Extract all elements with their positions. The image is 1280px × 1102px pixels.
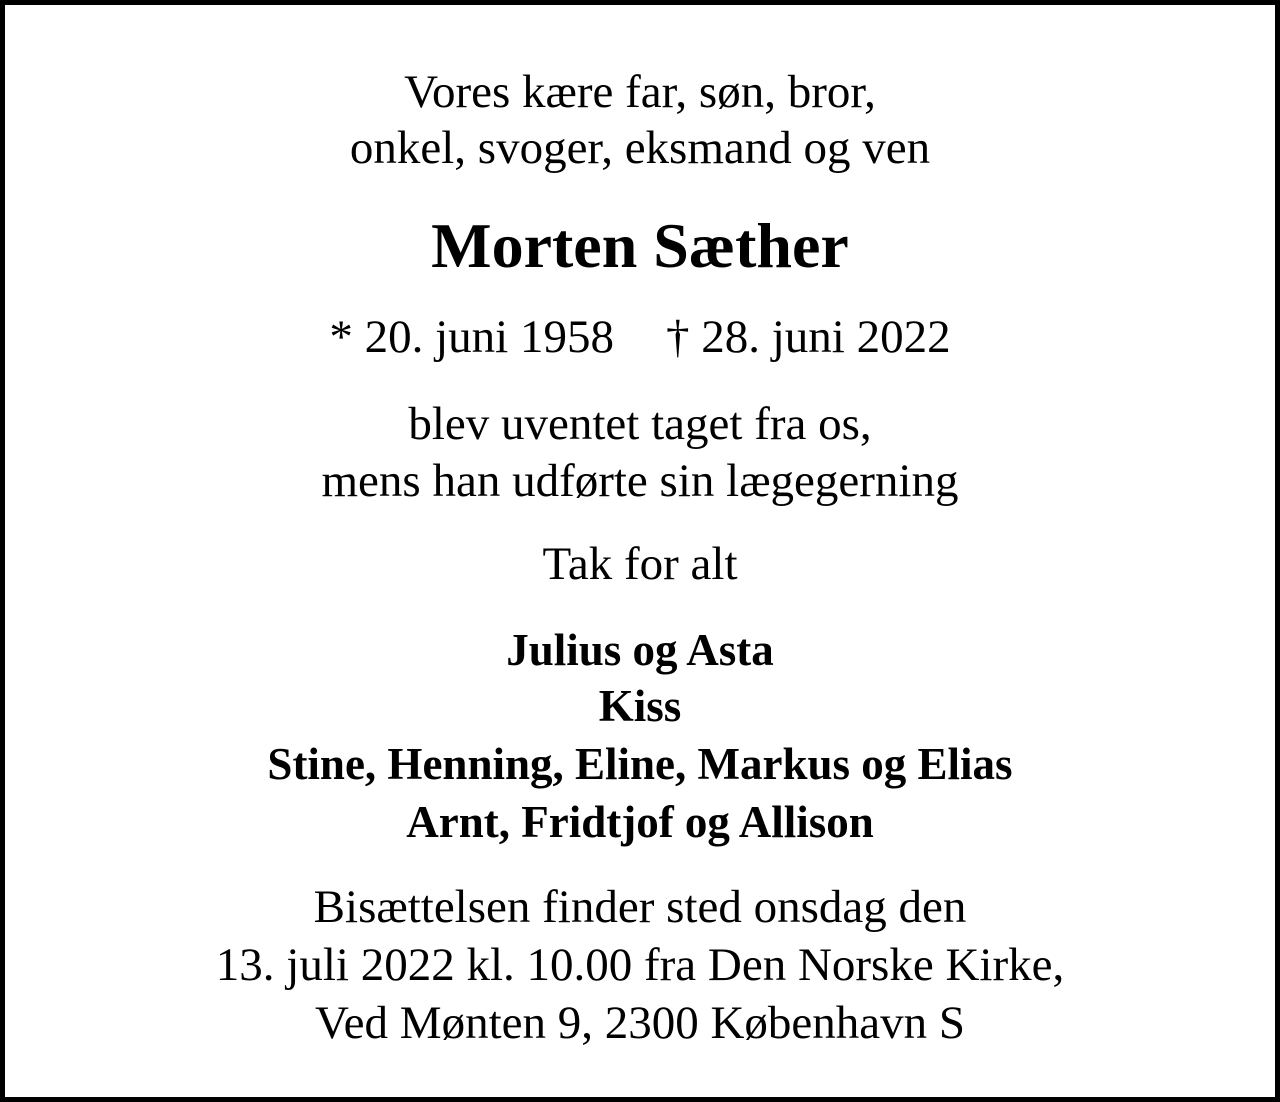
life-dates — [5, 311, 1275, 363]
message-line-1: blev uventet taget fra os, — [408, 398, 872, 450]
deceased-name: Morten Sæther — [431, 210, 849, 281]
intro-line-2: onkel, svoger, eksmand og ven — [349, 122, 931, 174]
thanks-text: Tak for alt — [542, 538, 738, 590]
family-line: Julius og Asta — [506, 625, 774, 675]
family-line: Stine, Henning, Eline, Markus og Elias — [267, 739, 1013, 789]
ceremony-line-3: Ved Mønten 9, 2300 København S — [314, 997, 966, 1049]
ceremony-line-1: Bisættelsen finder sted onsdag den — [313, 881, 967, 933]
ceremony-line-2: 13. juli 2022 kl. 10.00 fra Den Norske Kirke, — [215, 939, 1065, 991]
family-line: Arnt, Fridtjof og Allison — [406, 797, 874, 847]
message-line-2: mens han udførte sin lægegerning — [321, 455, 959, 507]
death-date: 28. juni 2022 — [701, 311, 951, 363]
death-symbol: † — [666, 311, 690, 363]
birth-date: 20. juni 1958 — [364, 311, 614, 363]
intro-line-1: Vores kære far, søn, bror, — [404, 66, 876, 118]
family-line: Kiss — [598, 681, 682, 731]
birth-symbol: * — [329, 311, 353, 363]
